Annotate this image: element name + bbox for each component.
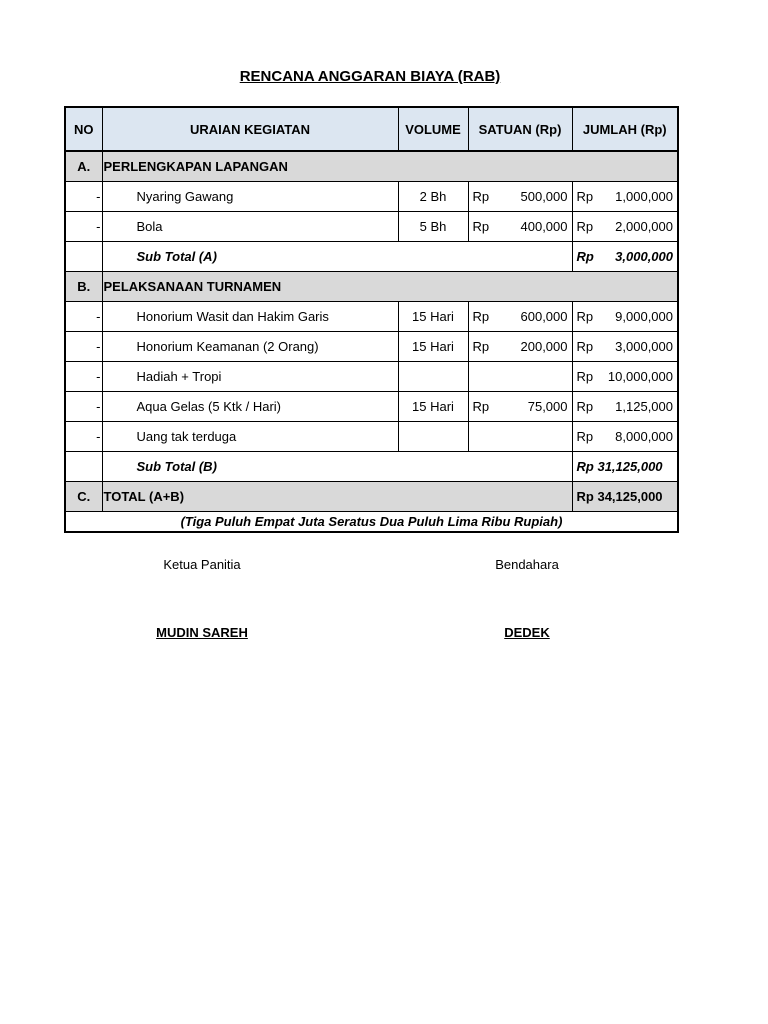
header-uraian: URAIAN KEGIATAN <box>102 107 398 151</box>
subtotal-label: Sub Total (B) <box>102 452 572 482</box>
row-description: Aqua Gelas (5 Ktk / Hari) <box>102 392 398 422</box>
currency-label: Rp <box>472 189 490 204</box>
row-number: - <box>65 362 102 392</box>
section-number: B. <box>65 272 102 302</box>
row-number: - <box>65 182 102 212</box>
currency-label: Rp <box>576 189 594 204</box>
currency-label: Rp <box>576 309 594 324</box>
row-number: - <box>65 392 102 422</box>
row-unit-price <box>468 362 572 392</box>
table-row <box>65 302 678 332</box>
currency-label: Rp <box>472 309 490 324</box>
row-total <box>572 182 678 212</box>
row-total <box>572 422 678 452</box>
row-volume: 2 Bh <box>398 182 468 212</box>
amount-in-words-row <box>65 512 678 533</box>
row-description: Nyaring Gawang <box>102 182 398 212</box>
section-number: C. <box>65 482 102 512</box>
currency-label: Rp <box>472 399 490 414</box>
currency-label: Rp <box>472 339 490 354</box>
total-value: 3,000,000 <box>615 339 673 354</box>
row-volume: 15 Hari <box>398 302 468 332</box>
section-number: A. <box>65 151 102 182</box>
total-amount <box>572 482 678 512</box>
header-satuan: SATUAN (Rp) <box>468 107 572 151</box>
table-row <box>65 212 678 242</box>
subtotal-amount <box>572 452 678 482</box>
table-row <box>65 422 678 452</box>
table-header-row <box>65 107 678 151</box>
row-unit-price <box>468 392 572 422</box>
unit-price-value: 200,000 <box>520 339 568 354</box>
total-value: 1,000,000 <box>615 189 673 204</box>
unit-price-value: 600,000 <box>520 309 568 324</box>
unit-price-value: 400,000 <box>520 219 568 234</box>
row-description: Hadiah + Tropi <box>102 362 398 392</box>
table-row <box>65 182 678 212</box>
table-row <box>65 332 678 362</box>
currency-label: Rp <box>576 429 594 444</box>
left-signer-name: MUDIN SAREH <box>156 625 248 640</box>
right-signer-name: DEDEK <box>504 625 550 640</box>
budget-table <box>64 106 679 533</box>
left-signer-role: Ketua Panitia <box>163 557 241 572</box>
subtotal-a-row <box>65 242 678 272</box>
currency-label: Rp <box>576 249 594 264</box>
row-volume <box>398 362 468 392</box>
section-label: PERLENGKAPAN LAPANGAN <box>102 151 678 182</box>
section-a-row <box>65 151 678 182</box>
grand-total-row <box>65 482 678 512</box>
currency-label: Rp <box>576 339 594 354</box>
row-unit-price <box>468 212 572 242</box>
table-row <box>65 392 678 422</box>
total-value: 9,000,000 <box>615 309 673 324</box>
row-unit-price <box>468 302 572 332</box>
row-total <box>572 212 678 242</box>
row-volume: 15 Hari <box>398 332 468 362</box>
section-b-row <box>65 272 678 302</box>
subtotal-amount <box>572 242 678 272</box>
header-jumlah: JUMLAH (Rp) <box>572 107 678 151</box>
row-number: - <box>65 422 102 452</box>
currency-label: Rp <box>576 489 594 504</box>
row-volume: 15 Hari <box>398 392 468 422</box>
row-unit-price <box>468 422 572 452</box>
row-description: Uang tak terduga <box>102 422 398 452</box>
row-volume <box>398 422 468 452</box>
document-title: RENCANA ANGGARAN BIAYA (RAB) <box>239 68 501 85</box>
subtotal-label: Sub Total (A) <box>102 242 572 272</box>
section-label: PELAKSANAAN TURNAMEN <box>102 272 678 302</box>
empty-cell <box>65 452 102 482</box>
row-number: - <box>65 212 102 242</box>
table-row <box>65 362 678 392</box>
header-no: NO <box>65 107 102 151</box>
row-number: - <box>65 302 102 332</box>
row-total <box>572 362 678 392</box>
amount-in-words: (Tiga Puluh Empat Juta Seratus Dua Puluh Lima Ribu Rupiah) <box>65 512 678 533</box>
row-unit-price <box>468 182 572 212</box>
row-volume: 5 Bh <box>398 212 468 242</box>
total-value: 10,000,000 <box>607 369 673 384</box>
unit-price-value: 75,000 <box>527 399 568 414</box>
currency-label: Rp <box>576 459 594 474</box>
right-signer-role: Bendahara <box>495 557 559 572</box>
currency-label: Rp <box>576 219 594 234</box>
subtotal-value: 3,000,000 <box>615 249 673 264</box>
row-description: Honorium Wasit dan Hakim Garis <box>102 302 398 332</box>
row-description: Bola <box>102 212 398 242</box>
row-total <box>572 302 678 332</box>
currency-label: Rp <box>472 219 490 234</box>
subtotal-b-row <box>65 452 678 482</box>
total-value: 8,000,000 <box>615 429 673 444</box>
total-label: TOTAL (A+B) <box>102 482 572 512</box>
total-value: 1,125,000 <box>615 399 673 414</box>
empty-cell <box>65 242 102 272</box>
row-unit-price <box>468 332 572 362</box>
header-volume: VOLUME <box>398 107 468 151</box>
currency-label: Rp <box>576 369 594 384</box>
subtotal-value: 31,125,000 <box>597 459 663 474</box>
row-total <box>572 392 678 422</box>
currency-label: Rp <box>576 399 594 414</box>
total-value: 2,000,000 <box>615 219 673 234</box>
row-total <box>572 332 678 362</box>
unit-price-value: 500,000 <box>520 189 568 204</box>
grand-total-value: 34,125,000 <box>597 489 663 504</box>
row-number: - <box>65 332 102 362</box>
row-description: Honorium Keamanan (2 Orang) <box>102 332 398 362</box>
